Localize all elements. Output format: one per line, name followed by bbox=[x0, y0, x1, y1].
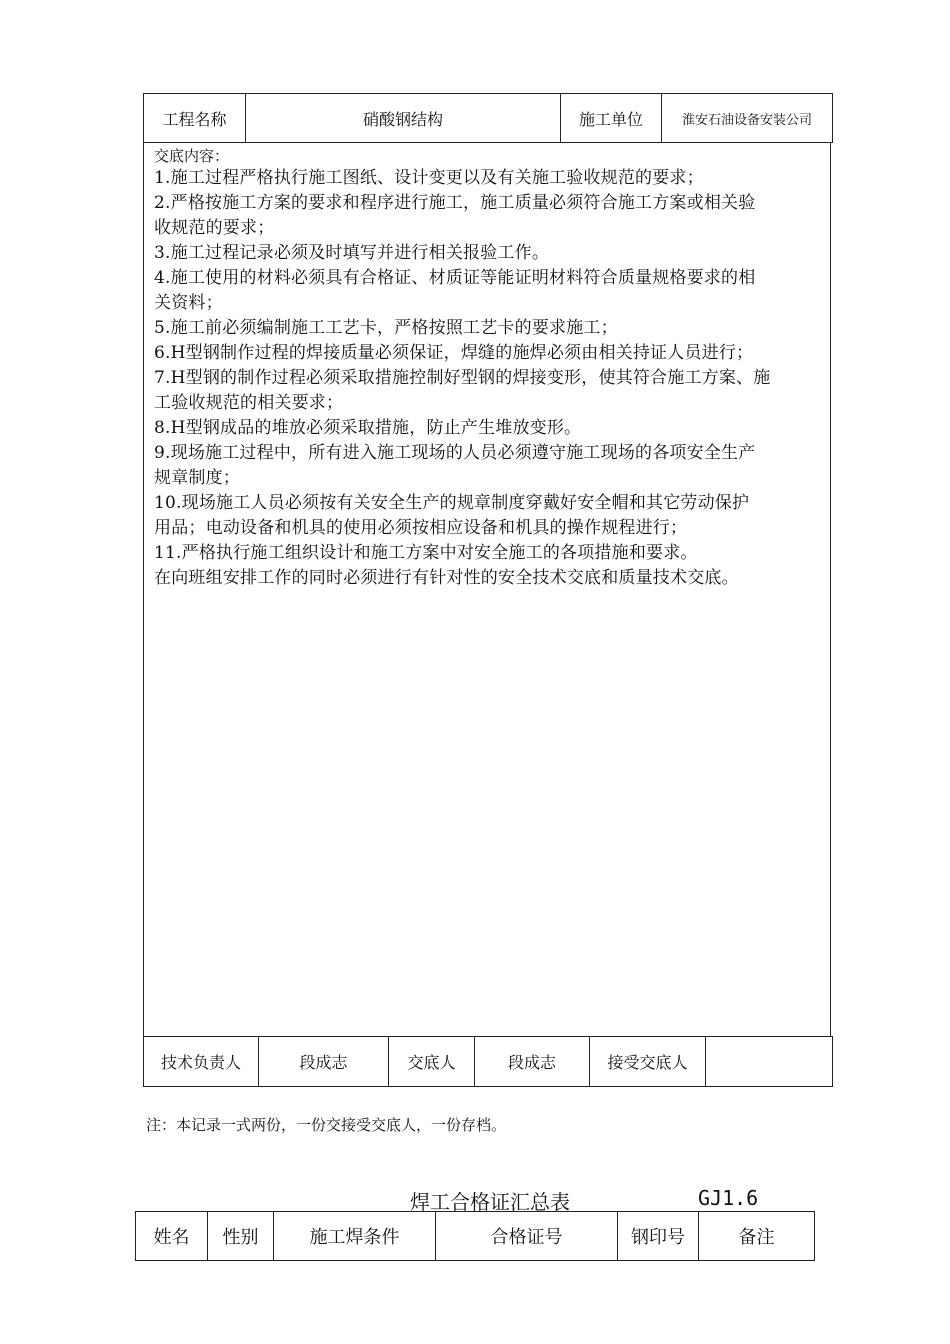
project-name-value: 硝酸钢结构 bbox=[246, 94, 561, 143]
disclosure-line: 4.施工使用的材料必须具有合格证、材质证等能证明材料符合质量规格要求的相 bbox=[154, 268, 756, 288]
col-welding-condition: 施工焊条件 bbox=[274, 1212, 436, 1261]
welder-header-row bbox=[136, 1212, 815, 1261]
disclosure-line: 工验收规范的相关要求； bbox=[154, 393, 344, 413]
disclosure-line: 11.严格执行施工组织设计和施工方案中对安全施工的各项措施和要求。 bbox=[154, 543, 698, 563]
disclosure-line: 2.严格按施工方案的要求和程序进行施工，施工质量必须符合施工方案或相关验 bbox=[154, 193, 756, 213]
disclosure-list bbox=[154, 166, 822, 591]
disclosure-line: 用品；电动设备和机具的使用必须按相应设备和机具的操作规程进行； bbox=[154, 518, 688, 538]
signature-table bbox=[143, 1036, 833, 1087]
construction-unit-label: 施工单位 bbox=[561, 94, 662, 143]
disclosure-line: 5.施工前必须编制施工工艺卡，严格按照工艺卡的要求施工； bbox=[154, 318, 618, 338]
disclosure-line: 8.H型钢成品的堆放必须采取措施，防止产生堆放变形。 bbox=[154, 418, 582, 438]
disclosure-heading: 交底内容： bbox=[154, 147, 230, 165]
disclosure-line: 7.H型钢的制作过程必须采取措施控制好型钢的焊接变形，使其符合施工方案、施 bbox=[154, 368, 771, 388]
disclosure-line: 6.H型钢制作过程的焊接质量必须保证，焊缝的施焊必须由相关持证人员进行； bbox=[154, 343, 754, 363]
disclosure-line: 3.施工过程记录必须及时填写并进行相关报验工作。 bbox=[154, 243, 550, 263]
project-header-table bbox=[143, 93, 833, 143]
receiver-value bbox=[706, 1037, 833, 1087]
disclosure-line: 10.现场施工人员必须按有关安全生产的规章制度穿戴好安全帽和其它劳动保护 bbox=[154, 493, 750, 513]
col-remarks: 备注 bbox=[699, 1212, 815, 1261]
col-certificate-no: 合格证号 bbox=[436, 1212, 618, 1261]
col-gender: 性别 bbox=[208, 1212, 274, 1261]
tech-lead-label: 技术负责人 bbox=[144, 1037, 259, 1087]
discloser-value: 段成志 bbox=[475, 1037, 590, 1087]
col-name: 姓名 bbox=[136, 1212, 208, 1261]
construction-unit-value: 淮安石油设备安装公司 bbox=[662, 94, 833, 143]
project-header-row bbox=[144, 94, 833, 143]
receiver-label: 接受交底人 bbox=[590, 1037, 706, 1087]
footnote: 注：本记录一式两份，一份交接受交底人，一份存档。 bbox=[146, 1116, 507, 1134]
disclosure-line: 9.现场施工过程中，所有进入施工现场的人员必须遵守施工现场的各项安全生产 bbox=[154, 443, 756, 463]
disclosure-line: 关资料； bbox=[154, 293, 223, 313]
signature-row bbox=[144, 1037, 833, 1087]
disclosure-line: 1.施工过程严格执行施工图纸、设计变更以及有关施工验收规范的要求； bbox=[154, 168, 704, 188]
welder-sheet-title: 焊工合格证汇总表 bbox=[410, 1190, 570, 1214]
tech-lead-value: 段成志 bbox=[259, 1037, 389, 1087]
col-stamp-no: 钢印号 bbox=[618, 1212, 699, 1261]
disclosure-content-box bbox=[143, 142, 831, 1036]
disclosure-line: 收规范的要求； bbox=[154, 218, 275, 238]
welder-sheet-code: GJ1.6 bbox=[698, 1186, 759, 1210]
discloser-label: 交底人 bbox=[389, 1037, 475, 1087]
welder-certificate-table bbox=[135, 1211, 815, 1261]
disclosure-line: 在向班组安排工作的同时必须进行有针对性的安全技术交底和质量技术交底。 bbox=[154, 568, 739, 588]
project-name-label: 工程名称 bbox=[144, 94, 246, 143]
disclosure-line: 规章制度； bbox=[154, 468, 240, 488]
